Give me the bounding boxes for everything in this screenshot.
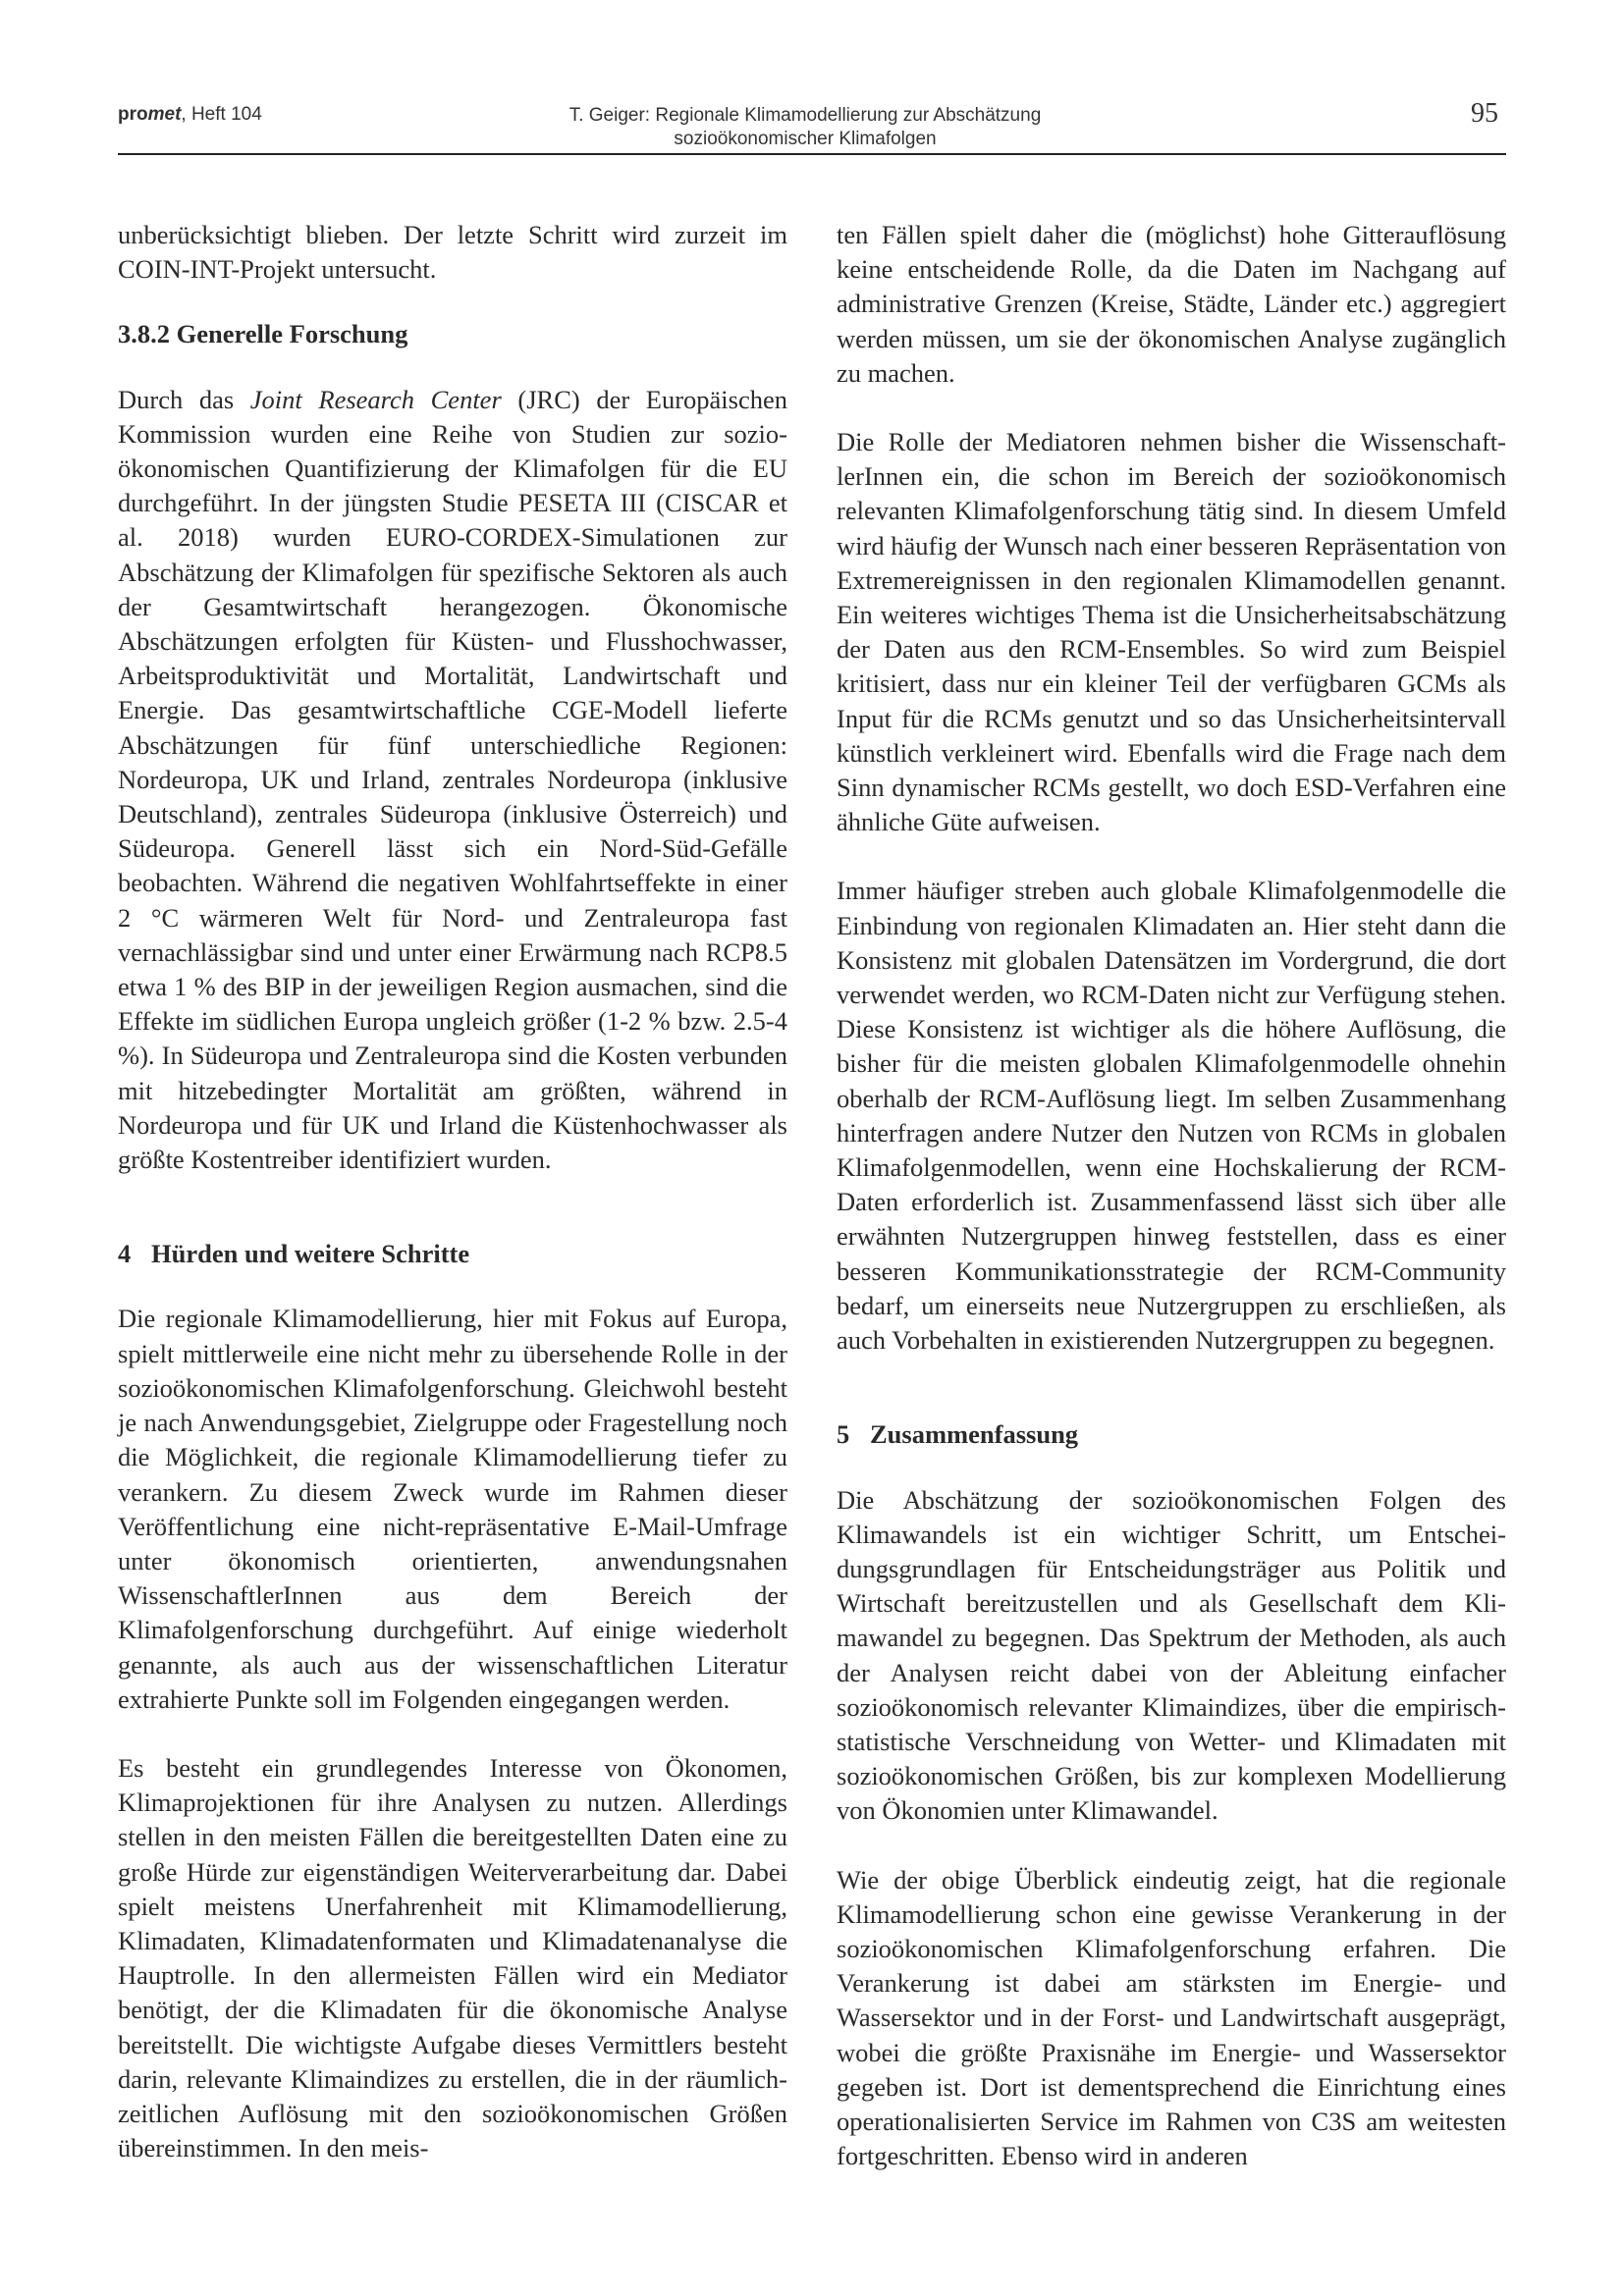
issue-number: , Heft 104 <box>181 104 262 125</box>
running-title-line-1: T. Geiger: Regionale Klimamodellierung zur Abschätzung <box>568 105 1042 126</box>
jrc-name: Joint Research Center <box>249 384 502 414</box>
journal-name-pro: pro <box>118 104 148 125</box>
paragraph-text: (JRC) der Europäischen Kommission wurden eine Reihe von Studien zur sozioökonomischen Quantifizierung der Klimafolgen für die EU durchgeführt. In der jüngsten Studie PESETA III (CISCAR et al. 2018) wurden EURO-CORDEX-Simulationen zur Abschätzung der Klimafolgen für spezifische Sektoren als auch der Gesamtwirtschaft herangezogen. Ökonomische Abschätzungen erfolgten für Küsten- und Flusshochwasser, Arbeitsproduktivität und Mortalität, Landwirtschaft und Energie. Das gesamtwirtschaftliche CGE-Modell lieferte Abschätzungen für fünf unterschiedliche Regionen: Nordeuropa, UK und Irland, zentrales Nordeuropa (inklusive Deutschland), zentrales Südeuropa (inklusive Österreich) und Südeuropa. Generell lässt sich ein Nord-Süd-Gefälle beobachten. Während die negativen Wohlfahrtseffekte in einer 2 °C wärmeren Welt für Nord- und Zentraleuropa fast vernachlässigbar sind und unter einer Erwärmung nach RCP8.5 etwa 1 % des BIP in der jeweiligen Region ausmachen, sind die Effekte im südlichen Europa ungleich größer (1-2 % bzw. 2.5-4 %). In Südeuropa und Zentraleuropa sind die Kosten verbunden mit hitzebedingter Mortalität am größten, während in Nordeuropa und für UK und Irland die Küstenhochwasser als größte Kostentreiber identifiziert wurden. <box>118 384 787 1175</box>
section-number: 5 <box>837 1419 850 1450</box>
running-title-line-2: sozioökonomischer Klimafolgen <box>674 129 937 149</box>
section-heading-4 <box>118 1237 787 1271</box>
section-heading-5 <box>837 1417 1506 1452</box>
paragraph-text: Durch das <box>118 384 250 414</box>
section-title: Hürden und weitere Schritte <box>151 1239 470 1269</box>
right-column <box>837 218 1506 2173</box>
paragraph: unberücksichtigt blieben. Der letzte Schritt wird zurzeit im COIN-INT-Projekt untersucht. <box>118 220 787 285</box>
section-number: 4 <box>118 1239 132 1269</box>
paragraph: Immer häufiger streben auch globale Klimafolgenmodelle die Einbindung von regionalen Klimadaten an. Hier steht dann die Konsistenz mit globalen Datensätzen im Vordergrund, die dort verwendet werden, wo RCM-Daten nicht zur Verfügung stehen. Diese Konsistenz ist wichtiger als die höhere Auflösung, die bisher für die meisten globalen Klimafolgenmodelle ohnehin oberhalb der RCM-Auflösung liegt. Im selben Zusammenhang hinterfragen andere Nutzer den Nutzen von RCMs in globalen Klimafolgenmodellen, wenn eine Hochskalierung der RCM-Daten erforderlich ist. Zusammenfassend lässt sich über alle erwähnten Nutzergruppen hinweg feststellen, dass es einer besseren Kommunikationsstrategie der RCM-Community bedarf, um einerseits neue Nutzergruppen zu erschließen, als auch Vorbehalten in existierenden Nutzergruppen zu begegnen. <box>837 876 1506 1356</box>
page-number: 95 <box>1471 98 1498 129</box>
paragraph: Die Abschätzung der sozioökonomischen Folgen des Klimawandels ist ein wichtiger Schritt, um Entscheidungsgrundlagen für Entscheidungsträger aus Politik und Wirtschaft bereitzustellen und als Gesellschaft dem Klimawandel zu begegnen. Das Spektrum der Methoden, als auch der Analysen reicht dabei von der Ableitung einfacher sozioökonomisch relevanter Klimaindizes, über die empirisch-statistische Verschneidung von Wetter- und Klimadaten mit sozioökonomischen Größen, bis zur komplexen Modellierung von Ökonomien unter Klimawandel. <box>837 1484 1506 1826</box>
paragraph <box>118 383 787 1178</box>
paragraph: Die regionale Klimamodellierung, hier mit Fokus auf Europa, spielt mittlerweile eine nicht mehr zu übersehende Rolle in der sozioökonomischen Klimafolgenforschung. Gleichwohl besteht je nach Anwendungsgebiet, Zielgruppe oder Fragestellung noch die Möglichkeit, die regionale Klimamodellierung tiefer zu verankern. Zu diesem Zweck wurde im Rahmen dieser Veröffentlichung eine nicht-repräsentative E-Mail-Umfrage unter ökonomisch orientierten, anwendungsnahen WissenschaftlerInnen aus dem Bereich der Klimafolgenforschung durchgeführt. Auf einige wiederholt genannte, als auch aus der wissenschaftlichen Literatur extrahierte Punkte soll im Folgenden eingegangen werden. <box>118 1304 787 1714</box>
paragraph: Die Rolle der Mediatoren nehmen bisher die WissenschaftlerInnen ein, die schon im Bereich der sozioökonomisch relevanten Klimafolgenforschung tätig sind. In diesem Umfeld wird häufig der Wunsch nach einer besseren Repräsentation von Extremereignissen in den regionalen Klimamodellen genannt. Ein weiteres wichtiges Thema ist die Unsicherheitsabschätzung der Daten aus den RCM-Ensembles. So wird zum Beispiel kritisiert, dass nur ein kleiner Teil der verfügbaren GCMs als Input für die RCMs genutzt und so das Unsicherheitsintervall künstlich verkleinert wird. Ebenfalls wird die Frage nach dem Sinn dynamischer RCMs gestellt, wo doch ESD-Verfahren eine ähnliche Güte aufweisen. <box>837 427 1506 837</box>
section-title: Zusammenfassung <box>870 1419 1079 1450</box>
paragraph: Wie der obige Überblick eindeutig zeigt, hat die regionale Klimamodellierung schon eine gewisse Verankerung in der sozioökonomischen Klimafolgenforschung erfahren. Die Verankerung ist dabei am stärksten im Energie- und Wassersektor und in der Forst- und Landwirtschaft ausgeprägt, wobei die größte Praxisnähe im Energie- und Wassersektor gegeben ist. Dort ist dementsprechend die Einrichtung eines operationalisierten Service im Rahmen von C3S am weitesten fortgeschritten. Ebenso wird in anderen <box>837 1864 1506 2171</box>
journal-name-met: met <box>147 104 182 125</box>
paragraph: Es besteht ein grundlegendes Interesse von Ökonomen, Klimaprojektionen für ihre Analysen zu nutzen. Allerdings stellen in den meisten Fällen die bereitgestellten Daten eine zu große Hürde zur eigenständigen Weiterverarbeitung dar. Dabei spielt meistens Unerfahrenheit mit Klimamodellierung, Klimadaten, Klimadatenformaten und Klimadatenanalyse die Hauptrolle. In den allermeisten Fällen wird ein Mediator benötigt, der die Klimadaten für die ökonomische Analyse bereitstellt. Die wichtigste Aufgabe dieses Vermittlers besteht darin, relevante Klimaindizes zu erstellen, die in der räumlich-zeitlichen Auflösung mit den sozioökonomischen Größen übereinstimmen. In den meis- <box>118 1752 787 2163</box>
running-title <box>530 104 1080 151</box>
paragraph: ten Fällen spielt daher die (möglichst) hohe Gitterauflösung keine entscheidende Rolle, da die Daten im Nachgang auf administrative Grenzen (Kreise, Städte, Länder etc.) aggregiert werden müssen, um sie der ökonomischen Analyse zugänglich zu machen. <box>837 220 1506 388</box>
journal-issue <box>118 104 262 126</box>
left-column <box>118 218 787 2165</box>
section-heading-3-8-2: 3.8.2 Generelle Forschung <box>118 319 408 349</box>
running-header <box>118 98 1506 155</box>
